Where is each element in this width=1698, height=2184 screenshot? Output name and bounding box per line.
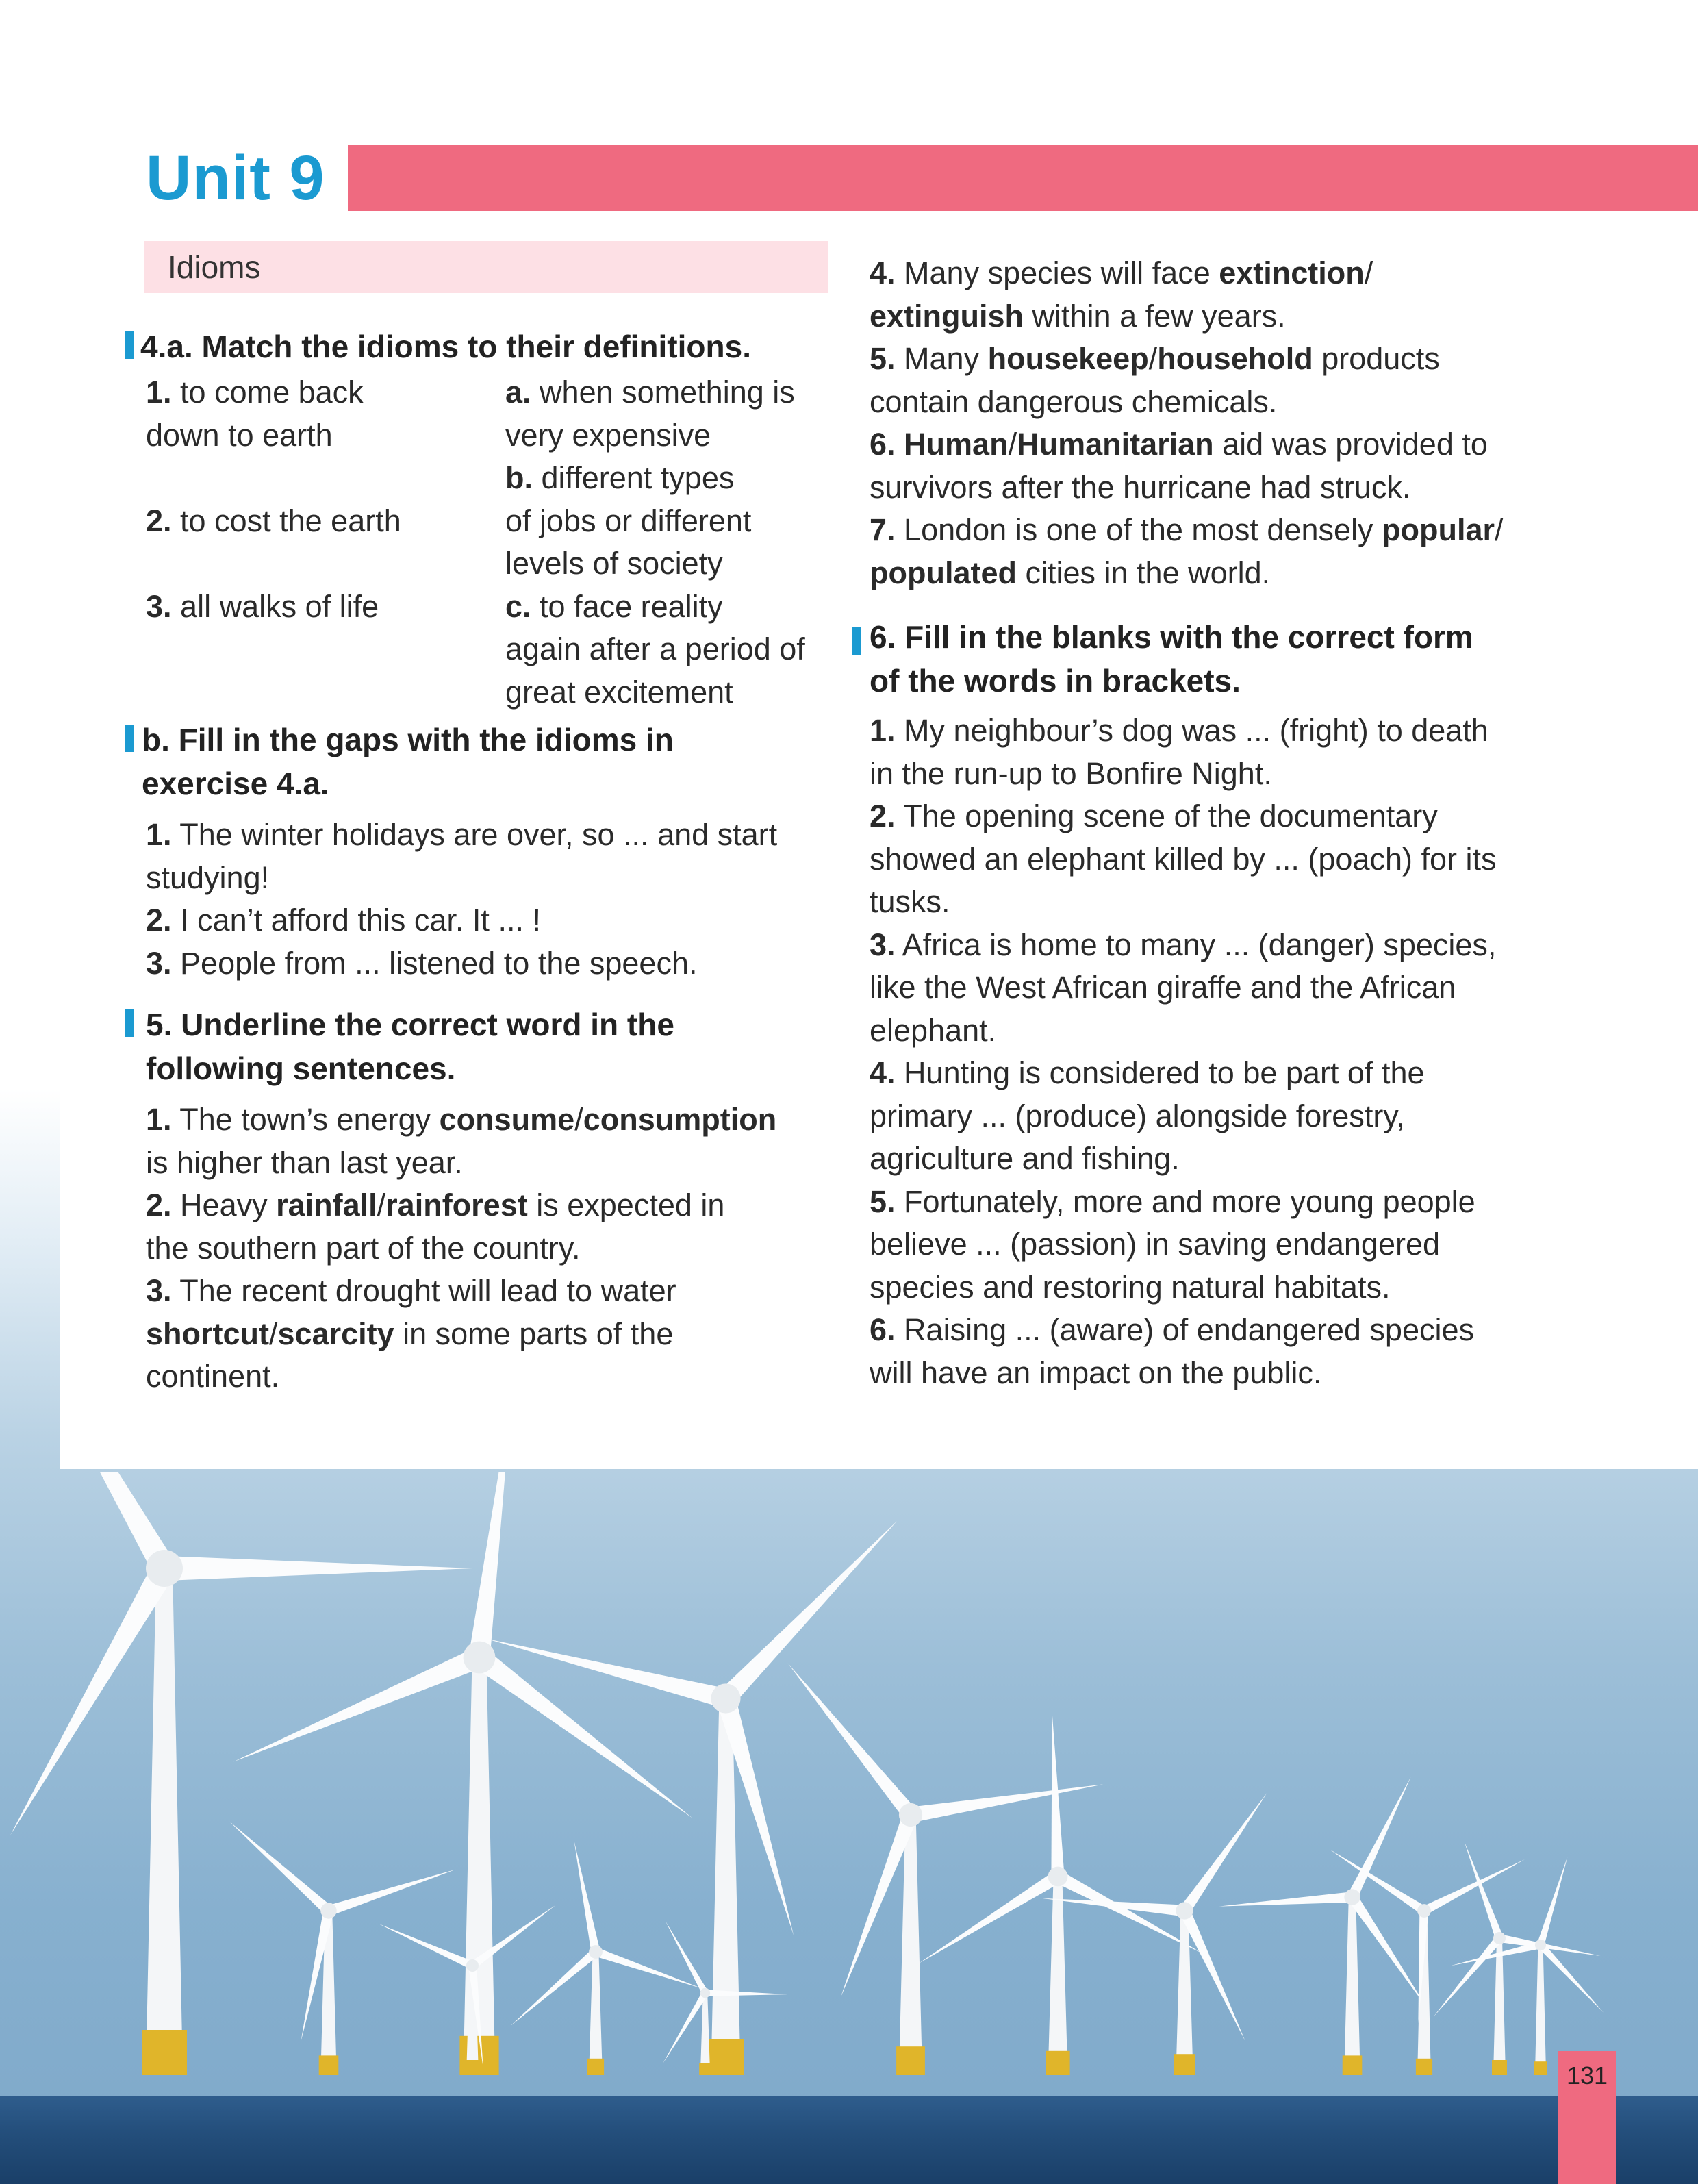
- ex5-items-left: 1. The town’s energy consume/consumption is higher than last year. 2. Heavy rainfall/rainforest is expected in the southern part of the country. 3. The recent drought will lead to water shortcut/scarcity in some parts of the continent.: [146, 1099, 776, 1398]
- wind-turbines-photo: [0, 1472, 1698, 2184]
- ex4a-idioms: [146, 371, 364, 457]
- exercise-6-heading: 6. Fill in the blanks with the correct form of the words in brackets.: [870, 619, 1473, 699]
- wind-turbine: [918, 1712, 1202, 2075]
- exercise-5-heading: 5. Underline the correct word in the following sentences.: [146, 1007, 674, 1086]
- exercise-marker: [125, 331, 134, 359]
- definition-item: b. different types: [505, 460, 735, 495]
- list-item: 4. Many species will face extinction/: [870, 255, 1373, 290]
- unit-title-bar: [348, 145, 1698, 211]
- ex4a-definitions: a. when something is very expensive b. different types of jobs or different levels of society c. to face reality again after a period of great excitement: [505, 371, 805, 714]
- list-item: 5. Many housekeep/household products: [870, 341, 1440, 376]
- page-number: 131: [1566, 2061, 1608, 2089]
- list-item: 2. I can’t afford this car. It ... !: [146, 903, 541, 938]
- list-item: 3. Africa is home to many ... (danger) species,: [870, 927, 1497, 962]
- ex4a-idiom-2: 2. to cost the earth: [146, 503, 401, 538]
- list-item: 2. Heavy rainfall/rainforest is expected in: [146, 1188, 725, 1222]
- list-item: 4. Hunting is considered to be part of the: [870, 1055, 1425, 1090]
- wind-turbine: [510, 1841, 702, 2075]
- unit-title: Unit 9: [146, 143, 325, 213]
- exercise-4b-heading: b. Fill in the gaps with the idioms in exercise 4.a.: [142, 722, 674, 801]
- section-label: Idioms: [168, 249, 261, 285]
- list-item: 2. The opening scene of the documentary: [870, 799, 1438, 833]
- list-item: 5. Fortunately, more and more young people: [870, 1183, 1475, 1219]
- exercise-marker: [125, 725, 134, 752]
- list-item: 1. The town’s energy consume/consumption: [146, 1102, 777, 1137]
- definition-item: c. to face reality: [505, 588, 723, 624]
- exercise-marker: [125, 1009, 134, 1037]
- ex6-items: 1. My neighbour’s dog was ... (fright) to death in the run-up to Bonfire Night. 2. The opening scene of the documentary showed an elephant killed by ... (poach) for its tusks. 3. Africa is home to many ... (danger) species, like the West African giraffe and the African elephant. 4. Hunting is considered to be part of the primary ... (produce) alongside forestry, agriculture and fishing. 5. Fortunately, more and more young people believe ... (passion) in saving endangered species and restoring natural habitats. 6. Raising ... (aware) of endangered species will have an impact on the public.: [870, 710, 1497, 1394]
- wind-turbine: [1434, 1842, 1601, 2075]
- list-item: 6. Human/Humanitarian aid was provided to: [870, 427, 1488, 462]
- list-item: 7. London is one of the most densely popular/: [870, 512, 1504, 547]
- wind-turbine: [1041, 1793, 1267, 2075]
- ex4b-items: 1. The winter holidays are over, so ... and start studying! 2. I can’t afford this car. It ... ! 3. People from ... listened to the speech.: [146, 814, 777, 985]
- wind-turbine: [1219, 1777, 1427, 2075]
- list-item: 3. The recent drought will lead to water: [146, 1273, 676, 1308]
- idiom-item: 1. to come back: [146, 375, 364, 410]
- exercise-marker: [852, 627, 861, 655]
- ex5-items-right: 4. Many species will face extinction/ extinguish within a few years. 5. Many housekeep/household products contain dangerous chemicals. 6. Human/Humanitarian aid was provided to survivors after the hurricane had struck. 7. London is one of the most densely popular/ populated cities in the world.: [870, 252, 1504, 594]
- definition-item: a. when something is: [505, 375, 795, 410]
- wind-turbine: [229, 1822, 455, 2075]
- exercise-4a-heading: 4.a. Match the idioms to their definitions.: [140, 329, 751, 364]
- idiom-item-cont: down to earth: [146, 417, 333, 453]
- list-item: 6. Raising ... (aware) of endangered species: [870, 1312, 1475, 1347]
- wind-turbine: [10, 1472, 472, 2075]
- ex4a-idiom-3: 3. all walks of life: [146, 589, 379, 624]
- list-item: 1. My neighbour’s dog was ... (fright) to death: [870, 713, 1488, 748]
- list-item: 1. The winter holidays are over, so ... and start: [146, 817, 778, 852]
- list-item: 3. People from ... listened to the speech.: [146, 945, 698, 981]
